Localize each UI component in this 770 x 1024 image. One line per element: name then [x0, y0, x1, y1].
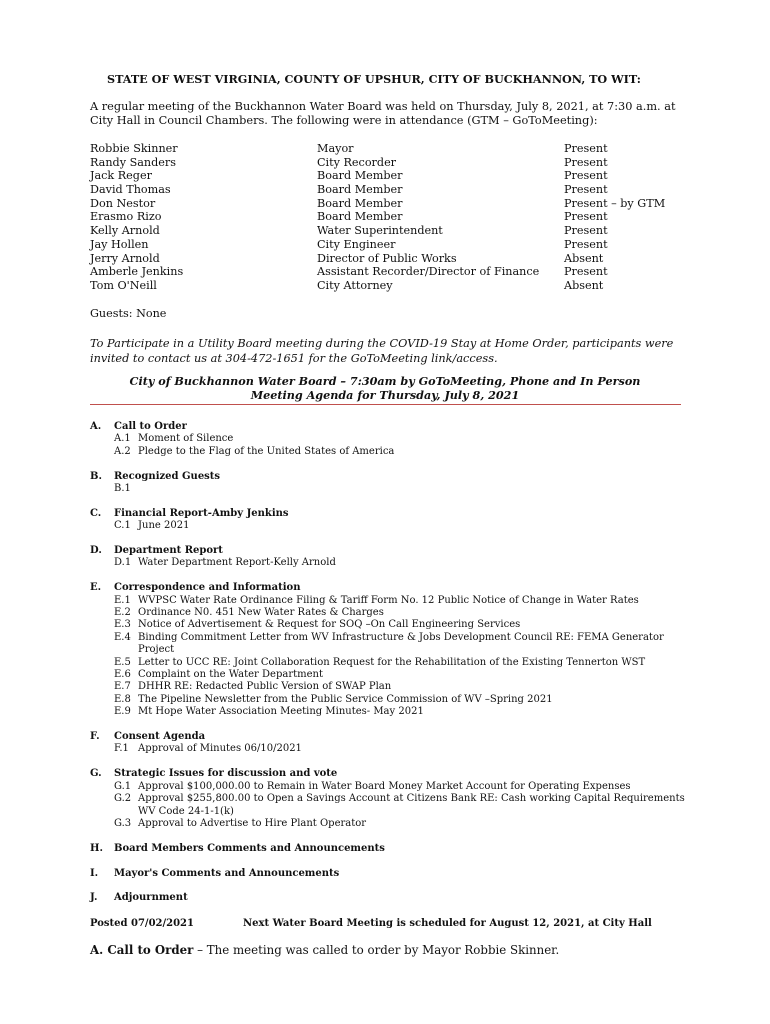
attendee-name: Robbie Skinner	[90, 142, 178, 155]
agenda-item-number: E.5	[114, 656, 131, 668]
agenda-item	[114, 781, 690, 793]
agenda-item-text: Approval of Minutes 06/10/2021	[138, 743, 302, 755]
agenda-list	[90, 421, 690, 917]
call-to-order-label: A. Call to Order	[90, 943, 194, 957]
agenda-item-number: E.2	[114, 607, 131, 619]
agenda-section-letter: E.	[90, 582, 102, 594]
attendee-status: Absent	[564, 278, 604, 292]
agenda-section-title: Adjournment	[114, 892, 188, 904]
attendee-status: Present	[564, 224, 608, 238]
agenda-section-title: Call to Order	[114, 421, 187, 432]
covid-notice: To Participate in a Utility Board meeting during the COVID-19 Stay at Home Order, participants were invited to contact us at 304-472-1651 for the GoToMeeting link/access.	[90, 337, 674, 365]
next-meeting-note: Next Water Board Meeting is scheduled for August 12, 2021, at City Hall	[243, 918, 652, 929]
agenda-item	[114, 595, 690, 607]
agenda-item-text: Moment of Silence	[138, 433, 234, 445]
attendee-status: Present	[564, 155, 608, 169]
agenda-item	[114, 694, 690, 706]
agenda-section	[90, 892, 690, 904]
attendee-role: City Recorder	[317, 155, 397, 169]
agenda-section	[90, 471, 690, 496]
agenda-section-title: Financial Report-Amby Jenkins	[114, 507, 289, 519]
agenda-section	[90, 545, 690, 570]
agenda-item	[114, 818, 690, 830]
agenda-title	[90, 374, 680, 402]
agenda-item-number: C.1	[114, 520, 131, 532]
agenda-section-letter: J.	[90, 892, 98, 904]
agenda-item-text: Mt Hope Water Association Meeting Minutes- May 2021	[138, 706, 424, 718]
agenda-item-text: Approval $255,800.00 to Open a Savings Account at Citizens Bank RE: Cash working Capital Requirements WV Code 24-1-1(k)	[138, 793, 685, 817]
agenda-item-text: The Pipeline Newsletter from the Public Service Commission of WV –Spring 2021	[138, 693, 553, 705]
agenda-item-text: Approval to Advertise to Hire Plant Operator	[138, 817, 367, 829]
attendee-status: Present	[564, 237, 608, 251]
agenda-section-letter: H.	[90, 842, 103, 854]
agenda-item-text: Water Department Report-Kelly Arnold	[138, 557, 336, 569]
agenda-item-text: Approval $100,000.00 to Remain in Water Board Money Market Account for Operating Expenses	[138, 780, 631, 792]
agenda-item	[114, 743, 690, 755]
agenda-title-line1: City of Buckhannon Water Board – 7:30am by GoToMeeting, Phone and In Person	[129, 374, 641, 388]
agenda-item-text	[138, 483, 690, 495]
agenda-item-number: D.1	[114, 557, 132, 569]
agenda-item-number: G.2	[114, 793, 132, 805]
agenda-section-letter: C.	[90, 507, 102, 519]
guests-line: Guests: None	[90, 307, 167, 320]
attendee-role: Board Member	[317, 196, 403, 210]
agenda-section-title: Department Report	[114, 545, 223, 557]
agenda-item-number: G.3	[114, 817, 132, 829]
agenda-item	[114, 557, 690, 569]
agenda-item-text: Ordinance N0. 451 New Water Rates & Charges	[138, 607, 384, 619]
agenda-item	[114, 433, 690, 445]
attendee-status: Present	[564, 210, 608, 224]
attendee-role: Assistant Recorder/Director of Finance	[317, 265, 540, 279]
agenda-item-text: Pledge to the Flag of the United States of America	[138, 445, 395, 457]
agenda-section-title: Strategic Issues for discussion and vote	[114, 768, 338, 780]
agenda-section-title: Consent Agenda	[114, 731, 206, 743]
agenda-section-letter: I.	[90, 867, 99, 879]
attendee-role: Board Member	[317, 169, 403, 183]
agenda-section	[90, 868, 690, 880]
attendee-status: Present	[564, 265, 608, 279]
agenda-item-text: WVPSC Water Rate Ordinance Filing & Tariff Form No. 12 Public Notice of Change in Water Rates	[138, 594, 639, 606]
attendee-role: Director of Public Works	[317, 251, 457, 265]
attendee-status: Absent	[564, 251, 604, 265]
agenda-item	[114, 681, 690, 693]
agenda-item-number: E.6	[114, 669, 131, 681]
attendee-name: Kelly Arnold	[90, 224, 160, 238]
agenda-item	[114, 793, 690, 818]
agenda-item-text: Notice of Advertisement & Request for SOQ –On Call Engineering Services	[138, 619, 521, 631]
agenda-item	[114, 619, 690, 631]
attendee-name: Don Nestor	[90, 196, 156, 210]
agenda-item-number: A.2	[114, 445, 131, 457]
attendee-role: City Attorney	[317, 278, 393, 292]
agenda-section-title: Board Members Comments and Announcements	[114, 842, 385, 854]
attendee-status: Present – by GTM	[564, 196, 666, 210]
posted-footer	[90, 918, 652, 929]
agenda-item	[114, 669, 690, 681]
agenda-item-number: E.8	[114, 693, 131, 705]
call-to-order-text: – The meeting was called to order by Mayor Robbie Skinner.	[193, 943, 560, 957]
document-header: STATE OF WEST VIRGINIA, COUNTY OF UPSHUR, CITY OF BUCKHANNON, TO WIT:	[107, 72, 641, 86]
agenda-item-number: G.1	[114, 780, 132, 792]
attendee-role: Mayor	[317, 142, 354, 155]
agenda-section-title: Recognized Guests	[114, 470, 221, 482]
intro-paragraph: A regular meeting of the Buckhannon Water Board was held on Thursday, July 8, 2021, at 7:30 a.m. at City Hall in Council Chambers. The following were in attendance (GTM – GoToMeeting):	[90, 100, 676, 127]
agenda-item	[114, 483, 690, 495]
attendee-name: David Thomas	[90, 183, 171, 197]
agenda-item-number: E.9	[114, 706, 131, 718]
agenda-item-number: E.1	[114, 594, 131, 606]
agenda-item-number: F.1	[114, 743, 129, 755]
agenda-section-letter: G.	[90, 768, 102, 780]
agenda-section-letter: A.	[90, 421, 102, 432]
attendee-role: Board Member	[317, 183, 403, 197]
attendee-name: Tom O'Neill	[90, 278, 157, 292]
agenda-section	[90, 731, 690, 756]
call-to-order-minutes	[90, 943, 559, 957]
agenda-title-line2: Meeting Agenda for Thursday, July 8, 2021	[250, 388, 520, 402]
agenda-section-letter: F.	[90, 731, 100, 743]
agenda-section-title: Mayor's Comments and Announcements	[114, 867, 340, 879]
agenda-item-text: DHHR RE: Redacted Public Version of SWAP Plan	[138, 681, 392, 693]
agenda-item-number: B.1	[114, 483, 131, 495]
agenda-section	[90, 582, 690, 718]
posted-date: Posted 07/02/2021	[90, 918, 194, 929]
attendee-name: Jay Hollen	[90, 237, 149, 251]
agenda-item-text: Complaint on the Water Department	[138, 669, 323, 681]
attendee-name: Jack Reger	[90, 169, 152, 183]
attendee-role: Board Member	[317, 210, 403, 224]
agenda-item-number: A.1	[114, 433, 131, 445]
agenda-item	[114, 657, 690, 669]
attendee-role: Water Superintendent	[317, 224, 443, 238]
agenda-item-number: E.4	[114, 631, 131, 643]
agenda-section-letter: B.	[90, 470, 102, 482]
attendee-status: Present	[564, 142, 608, 155]
agenda-section-title: Correspondence and Information	[114, 582, 301, 594]
attendee-name: Randy Sanders	[90, 155, 177, 169]
agenda-section	[90, 768, 690, 830]
attendee-status: Present	[564, 183, 608, 197]
agenda-divider	[90, 404, 681, 405]
agenda-section	[90, 508, 690, 533]
agenda-item	[114, 607, 690, 619]
agenda-item	[114, 632, 690, 657]
agenda-item-number: E.7	[114, 681, 131, 693]
attendee-role: City Engineer	[317, 237, 396, 251]
agenda-item	[114, 446, 690, 458]
attendee-name: Jerry Arnold	[90, 251, 160, 265]
agenda-item-text: June 2021	[138, 520, 190, 532]
attendee-status: Present	[564, 169, 608, 183]
agenda-section-letter: D.	[90, 545, 102, 557]
agenda-item	[114, 706, 690, 718]
agenda-item-text: Letter to UCC RE: Joint Collaboration Request for the Rehabilitation of the Existing Tennerton WST	[138, 656, 646, 668]
agenda-section	[90, 843, 690, 855]
agenda-item	[114, 520, 690, 532]
attendee-name: Amberle Jenkins	[90, 265, 184, 279]
agenda-section	[90, 421, 690, 458]
agenda-item-text: Binding Commitment Letter from WV Infrastructure & Jobs Development Council RE: FEMA Generator Project	[138, 631, 664, 656]
agenda-item-number: E.3	[114, 619, 131, 631]
attendee-name: Erasmo Rizo	[90, 210, 162, 224]
